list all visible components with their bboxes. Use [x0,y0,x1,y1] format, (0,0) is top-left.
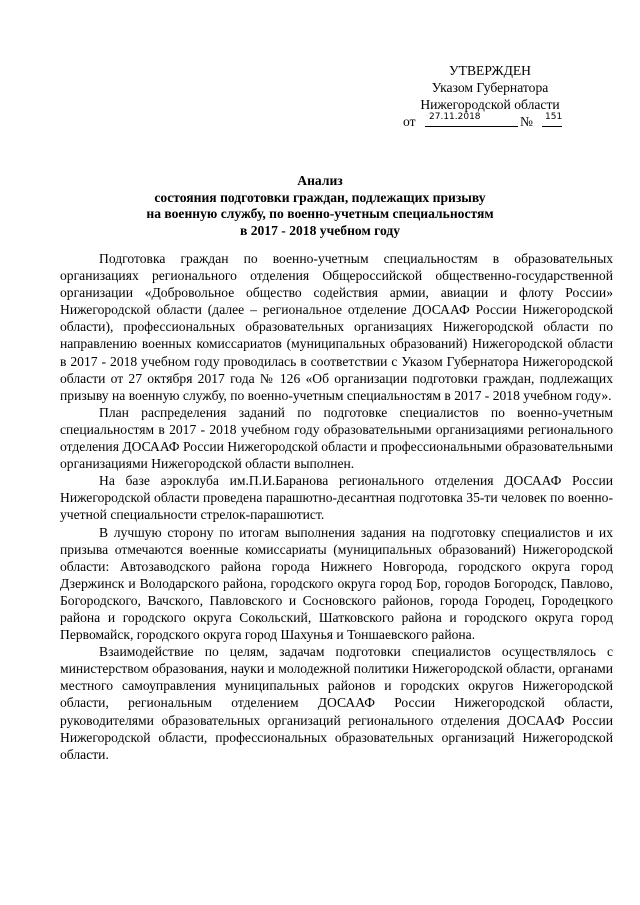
paragraph: В лучшую сторону по итогам выполнения задания на подготовку специалистов и их призыва отмечаются военные комиссариаты (муниципальных образований) Нижегородской области: Автозаводского района города Нижнего Новгорода, городского округа город Дзержинск и Володарского района, городского округа город Бор, городов Богородск, Павлово, Богородского, Вачского, Павловского и Сосновского районов, города Городец, Городецкого района и городского округа Сокольский, Шатковского района и городского округа город Первомайск, городского округа город Шахунья и Тоншаевского района. [60,524,613,643]
approval-region-line: Нижегородской области [420,97,560,112]
approval-date-number-line [395,113,585,130]
number-label: № [520,114,533,129]
date-underline [425,126,518,127]
approval-block [395,62,585,130]
decree-number: 151 [545,112,563,122]
title-line-2: состояния подготовки граждан, подлежащих призыву [154,189,486,205]
from-label: от [403,114,416,129]
title-line-1: Анализ [297,173,343,188]
document-body [60,250,613,763]
paragraph: План распределения заданий по подготовке специалистов по военно-учетным специальностям в 2017 - 2018 учебном году образовательными организациями регионального отделения ДОСААФ России Нижегородской области и профессиональными образовательными организациями Нижегородской области выполнен. [60,404,613,472]
paragraph: Взаимодействие по целям, задачам подготовки специалистов осуществлялось с министерством образования, науки и молодежной политики Нижегородской области, органами местного самоуправления муниципальных районов и городских округов Нижегородской области, региональным отделением ДОСААФ России Нижегородской области, руководителями образовательных организаций регионального отделения ДОСААФ России Нижегородской области, профессиональных образовательных организаций Нижегородской области. [60,644,613,762]
title-line-3: на военную службу, по военно-учетным специальностям [146,206,494,221]
number-underline [542,126,562,127]
approval-decree-line: Указом Губернатора [431,80,549,95]
paragraph: Подготовка граждан по военно-учетным специальностям в образовательных организациях регионального отделения Общероссийской общественно-государственной организации «Добровольное общество содействия армии, авиации и флоту России» Нижегородской области (далее – региональное отделение ДОСААФ России Нижегородской области), профессиональных образовательных организациях Нижегородской области по направлению военных комиссариатов (муниципальных образований) Нижегородской области в 2017 - 2018 учебном году проводилась в соответствии с Указом Губернатора Нижегородской области от 27 октября 2017 года № 126 «Об организации подготовки граждан, подлежащих призыву на военную службу, по военно-учетным специальностям в 2017 - 2018 учебном году». [60,251,613,403]
decree-date: 27.11.2018 [429,112,481,122]
approval-heading: УТВЕРЖДЕН [449,63,531,78]
paragraph: На базе аэроклуба им.П.И.Баранова регионального отделения ДОСААФ России Нижегородской области проведена парашютно-десантная подготовка 35-ти человек по военно-учетной специальности стрелок-парашютист. [60,473,613,523]
document-title [80,173,560,239]
title-line-4: в 2017 - 2018 учебном году [239,222,401,238]
